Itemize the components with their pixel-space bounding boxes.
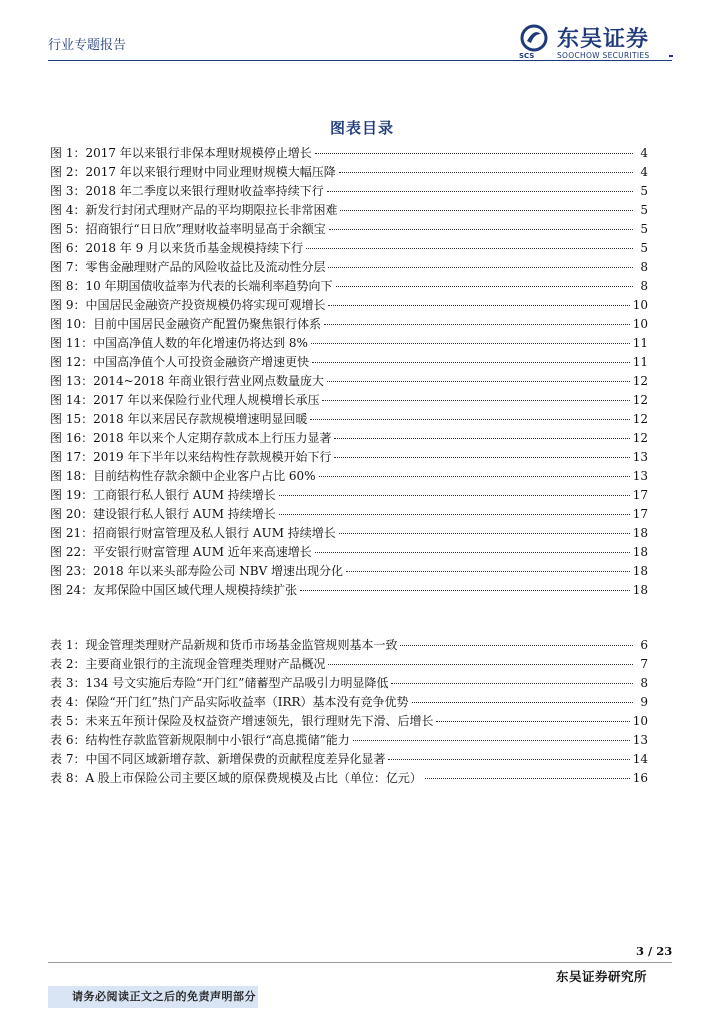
table-entry-leader <box>400 645 633 646</box>
figure-entry[interactable] <box>50 524 648 543</box>
brand-name: 东吴证券 <box>557 27 650 52</box>
table-entry[interactable] <box>50 636 648 655</box>
report-category: 行业专题报告 <box>48 38 127 53</box>
figure-entry-leader <box>334 438 629 439</box>
figure-entry-leader <box>279 495 630 496</box>
figure-entry-leader <box>310 419 629 420</box>
figure-entry[interactable] <box>50 163 648 182</box>
figure-entry-page: 5 <box>640 241 648 255</box>
figure-entry-label: 图 1： <box>50 146 86 160</box>
footer-organization: 东吴证券研究所 <box>556 969 648 984</box>
figure-entry-label: 图 7： <box>50 260 86 274</box>
table-entry[interactable] <box>50 731 648 750</box>
table-entry-label: 表 8： <box>50 771 86 785</box>
figure-entry-page: 13 <box>632 450 648 464</box>
figure-entry-page: 12 <box>632 431 648 445</box>
figure-entry-title: 平安银行财富管理 AUM 近年来高速增长 <box>93 545 312 559</box>
figure-entry-page: 8 <box>640 279 648 293</box>
table-entry-title: A 股上市保险公司主要区域的原保费规模及占比（单位：亿元） <box>85 771 422 785</box>
table-entry-title: 未来五年预计保险及权益资产增速领先，银行理财先下滑、后增长 <box>85 714 434 728</box>
figure-entry-title: 零售金融理财产品的风险收益比及流动性分层 <box>85 260 326 274</box>
table-entry[interactable] <box>50 712 648 731</box>
figure-entry-title: 2017 年以来保险行业代理人规模增长承压 <box>93 393 320 407</box>
figure-entry[interactable] <box>50 353 648 372</box>
figure-entry[interactable] <box>50 315 648 334</box>
brand-logo <box>519 22 679 62</box>
figure-entry[interactable] <box>50 562 648 581</box>
table-entry-leader <box>436 721 629 722</box>
figure-entry[interactable] <box>50 239 648 258</box>
figure-entry-label: 图 14： <box>50 393 94 407</box>
table-entry[interactable] <box>50 769 648 788</box>
figure-entry-title: 2018 年以来头部寿险公司 NBV 增速出现分化 <box>93 564 344 578</box>
figure-entry-title: 目前中国居民金融资产配置仍聚焦银行体系 <box>93 317 322 331</box>
figure-entry-label: 图 2： <box>50 165 86 179</box>
brand-english-name: SOOCHOW SECURITIES <box>557 51 650 60</box>
table-entry-label: 表 5： <box>50 714 86 728</box>
figure-entry-leader <box>329 229 633 230</box>
figure-entry[interactable] <box>50 429 648 448</box>
table-entry[interactable] <box>50 655 648 674</box>
figure-entry[interactable] <box>50 391 648 410</box>
figure-entry[interactable] <box>50 277 648 296</box>
figure-entry-page: 10 <box>632 317 648 331</box>
figure-entry-title: 2019 年下半年以来结构性存款规模开始下行 <box>93 450 332 464</box>
table-entry-title: 结构性存款监管新规限制中小银行“高息揽储”能力 <box>85 733 350 747</box>
table-entry-label: 表 7： <box>50 752 86 766</box>
table-entry[interactable] <box>50 693 648 712</box>
figure-entry-leader <box>300 590 630 591</box>
figure-entry-label: 图 4： <box>50 203 86 217</box>
figure-entry-page: 18 <box>632 583 648 597</box>
figure-entry-title: 中国居民金融资产投资规模仍将实现可观增长 <box>85 298 326 312</box>
figure-entry-title: 招商银行“日日欣”理财收益率明显高于余额宝 <box>85 222 326 236</box>
figure-entry-title: 招商银行财富管理及私人银行 AUM 持续增长 <box>93 526 336 540</box>
figure-entry-page: 11 <box>632 355 648 369</box>
table-entry[interactable] <box>50 750 648 769</box>
figure-entry-title: 新发行封闭式理财产品的平均期限拉长非常困难 <box>85 203 338 217</box>
brand-abbr: SCS <box>519 52 535 60</box>
figure-entry[interactable] <box>50 505 648 524</box>
figure-entry-leader <box>339 172 633 173</box>
figure-entry-title: 目前结构性存款余额中企业客户占比 60% <box>93 469 316 483</box>
figure-entry-label: 图 9： <box>50 298 86 312</box>
figure-entry-page: 8 <box>640 260 648 274</box>
figure-entry-page: 17 <box>632 507 648 521</box>
table-entry-page: 7 <box>640 657 648 671</box>
figure-entry[interactable] <box>50 448 648 467</box>
table-entry-page: 8 <box>640 676 648 690</box>
table-entry-leader <box>391 683 633 684</box>
table-entry-leader <box>353 740 630 741</box>
figure-entry-label: 图 20： <box>50 507 94 521</box>
table-entry-title: 现金管理类理财产品新规和货币市场基金监管规则基本一致 <box>85 638 398 652</box>
figure-entry-page: 5 <box>640 222 648 236</box>
figure-entry-label: 图 19： <box>50 488 94 502</box>
figure-entry-label: 图 15： <box>50 412 94 426</box>
figure-entry-title: 中国高净值个人可投资金融资产增速更快 <box>93 355 310 369</box>
figure-entry-title: 2018 年二季度以来银行理财收益率持续下行 <box>85 184 324 198</box>
figure-entry-title: 2017 年以来银行非保本理财规模停止增长 <box>85 146 312 160</box>
figure-entry[interactable] <box>50 543 648 562</box>
table-entry-page: 10 <box>632 714 648 728</box>
figure-entry-leader <box>315 153 633 154</box>
figure-entry-label: 图 12： <box>50 355 94 369</box>
figure-entry-page: 4 <box>640 165 648 179</box>
brand-logo-icon <box>519 24 549 52</box>
table-entry-title: 主要商业银行的主流现金管理类理财产品概况 <box>85 657 326 671</box>
figure-entry-leader <box>306 248 633 249</box>
footer-divider <box>48 962 672 963</box>
figure-entry-page: 13 <box>632 469 648 483</box>
figure-entry-page: 18 <box>632 564 648 578</box>
figure-entry-title: 2017 年以来银行理财中同业理财规模大幅压降 <box>85 165 336 179</box>
figure-entry-leader <box>327 191 633 192</box>
figure-entry-leader <box>328 305 629 306</box>
table-entry-title: 中国不同区域新增存款、新增保费的贡献程度差异化显著 <box>85 752 386 766</box>
figure-entry-page: 18 <box>632 526 648 540</box>
figure-entry-label: 图 18： <box>50 469 94 483</box>
figure-entry-label: 图 23： <box>50 564 94 578</box>
figure-entry-label: 图 3： <box>50 184 86 198</box>
header-divider <box>48 60 672 61</box>
figure-entry[interactable] <box>50 410 648 429</box>
figure-entry[interactable] <box>50 258 648 277</box>
table-entry-leader <box>388 759 629 760</box>
figure-entry-label: 图 13： <box>50 374 94 388</box>
disclaimer-text: 请务必阅读正文之后的免责声明部分 <box>72 990 256 1003</box>
figure-entry-leader <box>319 476 630 477</box>
figure-entry[interactable] <box>50 220 648 239</box>
figure-entry-label: 图 5： <box>50 222 86 236</box>
figure-entry-title: 中国高净值人数的年化增速仍将达到 8% <box>93 336 308 350</box>
figure-list <box>50 144 648 600</box>
table-entry-label: 表 6： <box>50 733 86 747</box>
table-entry-page: 9 <box>640 695 648 709</box>
figure-entry[interactable] <box>50 182 648 201</box>
figure-entry-title: 10 年期国债收益率为代表的长端利率趋势向下 <box>85 279 333 293</box>
figure-entry-page: 11 <box>632 336 648 350</box>
table-entry-page: 13 <box>632 733 648 747</box>
figure-entry-title: 工商银行私人银行 AUM 持续增长 <box>93 488 276 502</box>
table-entry-label: 表 4： <box>50 695 86 709</box>
figure-entry-page: 5 <box>640 203 648 217</box>
figure-entry-leader <box>334 457 629 458</box>
figure-entry-leader <box>324 324 630 325</box>
figure-entry[interactable] <box>50 467 648 486</box>
table-entry[interactable] <box>50 674 648 693</box>
figure-entry-label: 图 24： <box>50 583 94 597</box>
figure-entry-leader <box>339 533 630 534</box>
figure-entry-label: 图 22： <box>50 545 94 559</box>
table-entry-leader <box>412 702 633 703</box>
figure-entry[interactable] <box>50 372 648 391</box>
figure-entry-title: 友邦保险中国区域代理人规模持续扩张 <box>93 583 298 597</box>
figure-entry[interactable] <box>50 296 648 315</box>
table-entry-label: 表 1： <box>50 638 86 652</box>
figure-entry[interactable] <box>50 581 648 600</box>
table-entry-label: 表 2： <box>50 657 86 671</box>
header-dash <box>669 55 673 57</box>
figure-entry-label: 图 10： <box>50 317 94 331</box>
figure-entry-page: 18 <box>632 545 648 559</box>
figure-entry-page: 10 <box>632 298 648 312</box>
figure-entry-page: 5 <box>640 184 648 198</box>
figure-entry-page: 12 <box>632 393 648 407</box>
figure-entry-title: 2018 年以来个人定期存款成本上行压力显著 <box>93 431 332 445</box>
figure-entry-leader <box>315 552 630 553</box>
figure-entry[interactable] <box>50 334 648 353</box>
table-entry-leader <box>328 664 633 665</box>
figure-entry-leader <box>328 267 633 268</box>
figure-entry-leader <box>336 286 633 287</box>
figure-entry-page: 17 <box>632 488 648 502</box>
figure-entry-label: 图 11： <box>50 336 94 350</box>
figure-entry-leader <box>322 400 629 401</box>
table-entry-leader <box>425 778 630 779</box>
figure-entry-leader <box>312 362 630 363</box>
figure-entry-label: 图 17： <box>50 450 94 464</box>
table-entry-title: 134 号文实施后寿险“开门红”储蓄型产品吸引力明显降低 <box>85 676 389 690</box>
figure-entry-title: 2018 年 9 月以来货币基金规模持续下行 <box>85 241 304 255</box>
figure-entry-title: 2014~2018 年商业银行营业网点数量庞大 <box>93 374 325 388</box>
figure-entry-leader <box>327 381 630 382</box>
table-entry-label: 表 3： <box>50 676 86 690</box>
figure-entry-label: 图 6： <box>50 241 86 255</box>
figure-entry-page: 12 <box>632 374 648 388</box>
figure-entry-leader <box>340 210 633 211</box>
figure-entry[interactable] <box>50 201 648 220</box>
figure-entry-page: 12 <box>632 412 648 426</box>
page-number: 3 / 23 <box>636 944 673 958</box>
figure-entry-title: 建设银行私人银行 AUM 持续增长 <box>93 507 276 521</box>
table-entry-page: 6 <box>640 638 648 652</box>
figure-entry-label: 图 21： <box>50 526 94 540</box>
figure-entry-label: 图 16： <box>50 431 94 445</box>
table-entry-page: 16 <box>632 771 648 785</box>
toc-title: 图表目录 <box>329 119 394 137</box>
figure-entry-page: 4 <box>640 146 648 160</box>
figure-entry-leader <box>311 343 630 344</box>
figure-entry-title: 2018 年以来居民存款规模增速明显回暖 <box>93 412 308 426</box>
table-entry-page: 14 <box>632 752 648 766</box>
figure-entry-leader <box>279 514 630 515</box>
figure-entry[interactable] <box>50 144 648 163</box>
figure-entry-label: 图 8： <box>50 279 86 293</box>
figure-entry[interactable] <box>50 486 648 505</box>
table-entry-title: 保险“开门红”热门产品实际收益率（IRR）基本没有竞争优势 <box>85 695 409 709</box>
table-list <box>50 636 648 788</box>
figure-entry-leader <box>346 571 630 572</box>
